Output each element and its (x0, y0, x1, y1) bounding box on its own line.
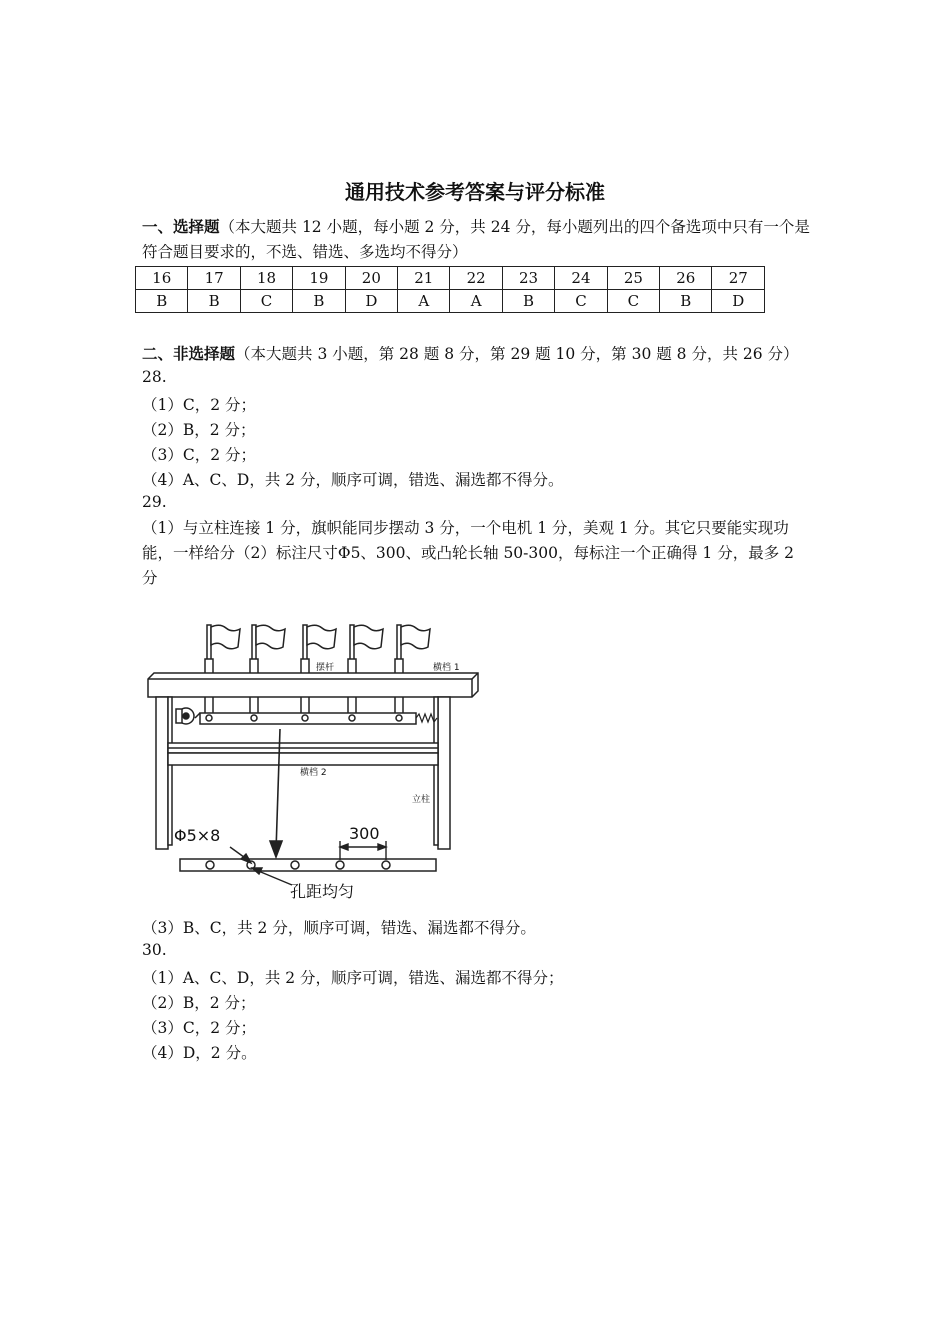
pillar-label: 立柱 (412, 795, 431, 805)
answer-cell: A (398, 290, 450, 313)
q28-number: 28. (142, 368, 167, 386)
answer-cell: B (502, 290, 554, 313)
dimension-300 (340, 841, 386, 860)
question-number-cell: 16 (136, 267, 188, 290)
section2-heading: 二、非选择题 (142, 345, 236, 363)
question-number-cell: 24 (555, 267, 607, 290)
hole-spacing-label: 孔距均匀 (290, 882, 355, 901)
q30-item: （2）B，2 分； (142, 994, 256, 1012)
question-number-cell: 25 (607, 267, 659, 290)
question-number-cell: 17 (188, 267, 240, 290)
motor-cam-icon (176, 708, 194, 724)
swing-rod-label: 摆杆 (316, 663, 335, 673)
middle-crossbar (168, 743, 438, 765)
question-number-cell: 20 (345, 267, 397, 290)
section2-intro (142, 342, 799, 364)
page-title: 通用技术参考答案与评分标准 (345, 180, 605, 204)
flag-mechanism-diagram (140, 615, 490, 910)
answer-table-number-row (136, 267, 765, 290)
section1-intro (142, 215, 810, 265)
answer-cell: D (345, 290, 397, 313)
q30-number: 30. (142, 941, 167, 959)
answer-cell: A (450, 290, 502, 313)
crossbar2-label: 横档 2 (300, 768, 327, 778)
q29-paragraph: （1）与立柱连接 1 分，旗帜能同步摆动 3 分，一个电机 1 分，美观 1 分。其它只要能实现功能，一样给分（2）标注尺寸Φ5、300、或凸轮长轴 50-300，每标注一个正确得 1 分，最多 2 分 (142, 519, 794, 587)
answer-cell: B (188, 290, 240, 313)
section1-desc: （本大题共 12 小题，每小题 2 分，共 24 分，每小题列出的四个备选项中只有一个是符合题目要求的，不选、错选、多选均不得分） (142, 218, 810, 261)
question-number-cell: 18 (240, 267, 292, 290)
top-crossbar (148, 673, 478, 697)
question-number-cell: 19 (293, 267, 345, 290)
answer-cell: B (293, 290, 345, 313)
answer-table (135, 266, 765, 313)
q28-item: （2）B，2 分； (142, 421, 256, 439)
answer-cell: D (712, 290, 765, 313)
question-number-cell: 22 (450, 267, 502, 290)
section1-heading: 一、选择题 (142, 218, 220, 236)
detail-bar (180, 859, 436, 871)
answer-cell: B (136, 290, 188, 313)
q30-item: （3）C，2 分； (142, 1019, 257, 1037)
question-number-cell: 26 (660, 267, 712, 290)
crossbar1-label: 横档 1 (433, 663, 460, 673)
answer-cell: C (240, 290, 292, 313)
question-number-cell: 23 (502, 267, 554, 290)
question-number-cell: 27 (712, 267, 765, 290)
q29-item3: （3）B、C，共 2 分，顺序可调，错选、漏选都不得分。 (142, 919, 536, 937)
answer-cell: B (660, 290, 712, 313)
answer-cell: C (555, 290, 607, 313)
question-number-cell: 21 (398, 267, 450, 290)
q28-item: （1）C，2 分； (142, 396, 257, 414)
q28-item: （4）A、C、D，共 2 分，顺序可调，错选、漏选都不得分。 (142, 471, 564, 489)
dimension-300-label: 300 (349, 824, 380, 843)
section2-desc: （本大题共 3 小题，第 28 题 8 分，第 29 题 10 分，第 30 题 8 分，共 26 分） (235, 345, 799, 363)
q30-item: （1）A、C、D，共 2 分，顺序可调，错选、漏选都不得分； (142, 969, 564, 987)
hole-spec-label: Φ5×8 (174, 826, 221, 845)
q28-item: （3）C，2 分； (142, 446, 257, 464)
slide-bar (195, 713, 416, 724)
q29-number: 29. (142, 493, 167, 511)
answer-cell: C (607, 290, 659, 313)
q30-item: （4）D，2 分。 (142, 1044, 257, 1062)
answer-table-answer-row (136, 290, 765, 313)
